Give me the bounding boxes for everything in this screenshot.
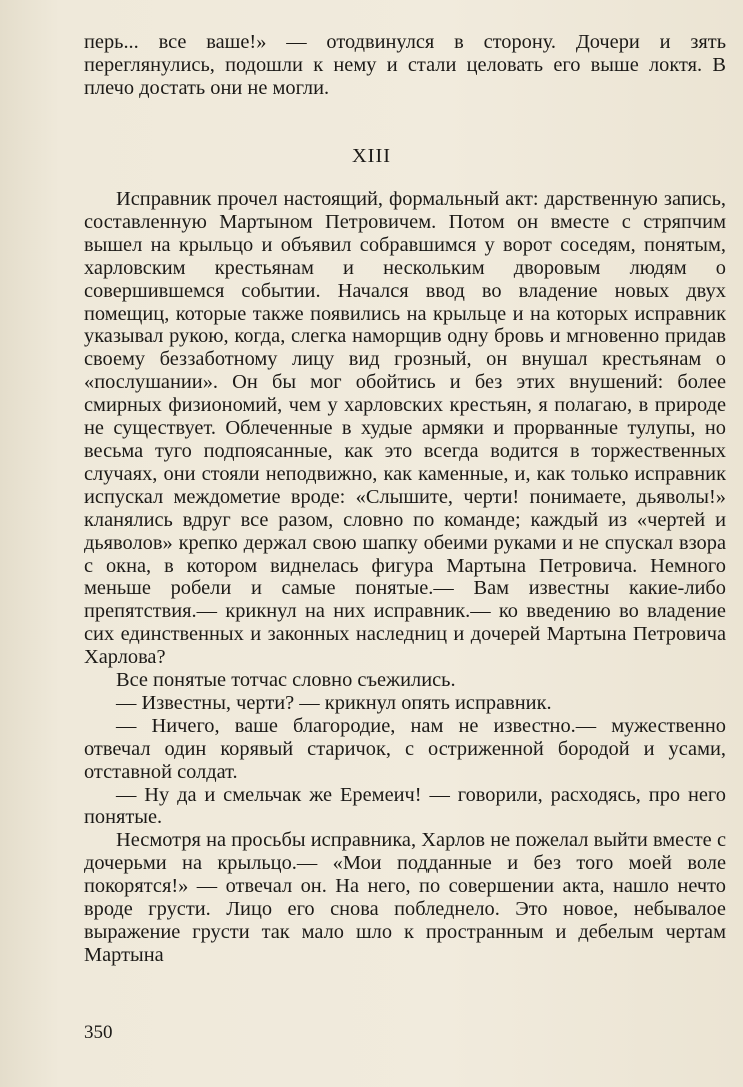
chapter-heading: XIII xyxy=(351,145,392,167)
paragraph: — Известны, черти? — крикнул опять исправник. xyxy=(116,691,552,714)
opening-text xyxy=(84,31,726,100)
paragraph: Несмотря на просьбы исправника, Харлов не пожелал выйти вместе с дочерьми на крыльцо.— «Мои подданные и без того моей воле покорятся!» — отвечал он. На него, по совершении акта, нашло нечто вроде грусти. Лицо его снова побледнело. Это новое, небывалое выражение грусти так мало шло к пространным и дебелым чертам Мартына xyxy=(84,829,726,966)
page-number: 350 xyxy=(84,1022,113,1043)
paragraph: Все понятые тотчас словно съежились. xyxy=(116,669,456,692)
paragraph: Исправник прочел настоящий, формальный акт: дарственную запись, составленную Мартыном Петровичем. Потом он вместе с стряпчим вышел на крыльцо и объявил собравшимся у ворот соседям, понятым, харловским крестьянам и нескольким дворовым людям о совершившемся событии. Начался ввод во владение новых двух помещиц, которые также появились на крыльце и на которых исправник указывал рукою, когда, слегка наморщив одну бровь и мгновенно придав своему беззаботному лицу вид грозный, он внушал крестьянам о «послушании». Он бы мог обойтись и без этих внушений: более смирных физиономий, чем у харловских крестьян, я полагаю, в природе не существует. Облеченные в худые армяки и прорванные тулупы, но весьма туго подпоясанные, как это всегда водится в торжественных случаях, они стояли неподвижно, как каменные, и, как только исправник испускал междометие вроде: «Слышите, черти! понимаете, дьяволы!» кланялись вдруг все разом, словно по команде; каждый из «чертей и дьяволов» крепко держал свою шапку обеими руками и не спускал взора с окна, в котором виднелась фигура Мартына Петровича. Немного меньше робели и самые понятые.— Вам известны какие-либо препятствия.— крикнул на них исправник.— ко введению во владение сих единственных и законных наследниц и дочерей Мартына Петровича Харлова? xyxy=(84,188,726,669)
opening-paragraph: перь... все ваше!» — отодвинулся в сторону. Дочери и зять переглянулись, подошли к нему и стали целовать его выше локтя. В плечо достать они не могли. xyxy=(84,31,726,99)
paragraph: — Ничего, ваше благородие, нам не известно.— мужественно отвечал один корявый старичок, с остриженной бородой и усами, отставной солдат. xyxy=(84,714,726,783)
chapter-body xyxy=(84,188,726,967)
paragraph: — Ну да и смельчак же Еремеич! — говорили, расходясь, про него понятые. xyxy=(84,783,726,829)
